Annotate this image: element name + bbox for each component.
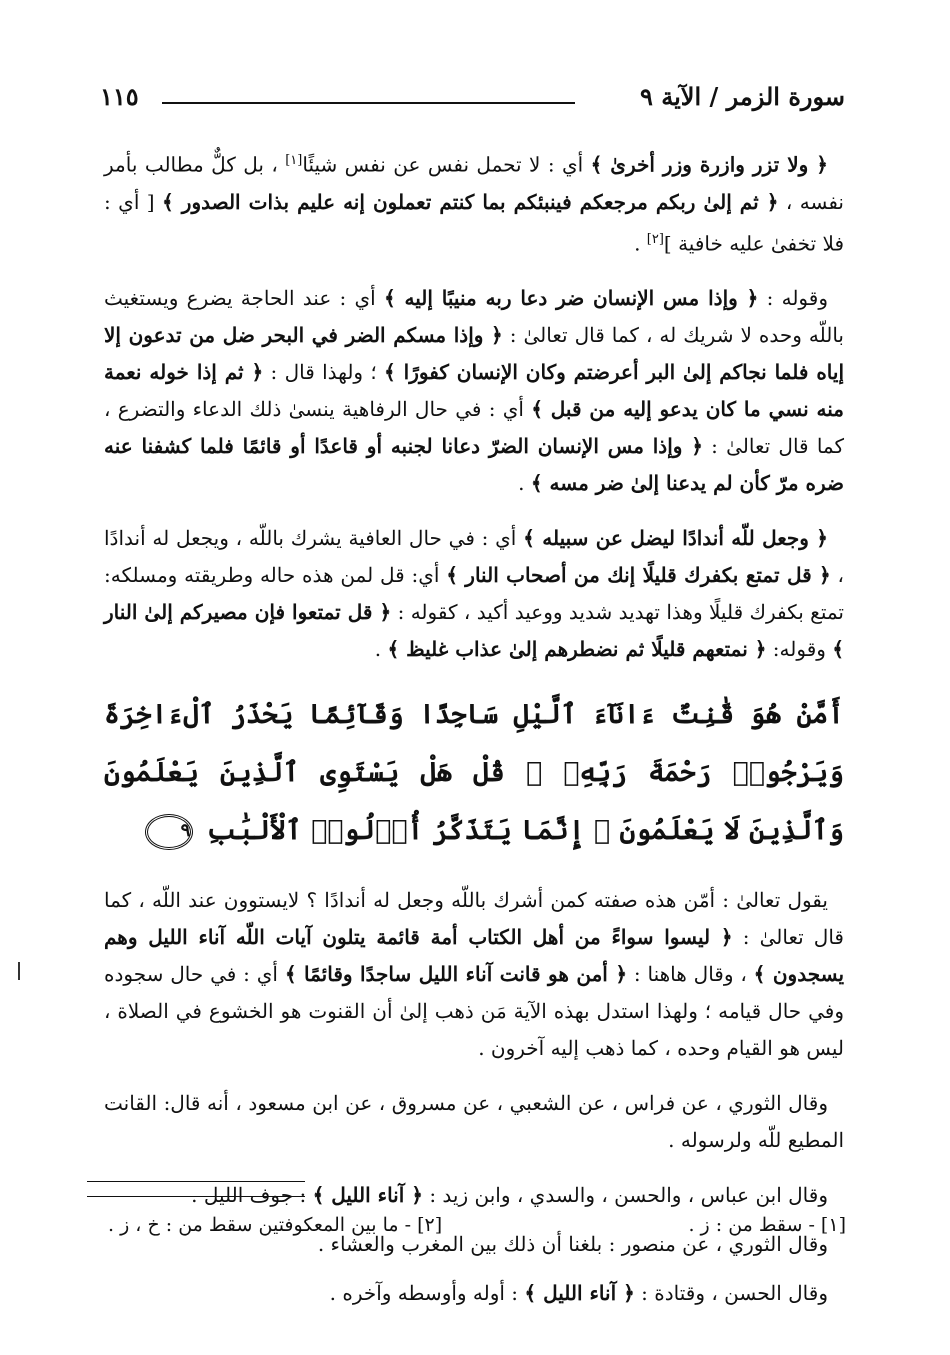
commentary-text: : جوف الليل .	[191, 1183, 313, 1208]
header-rule	[162, 102, 575, 104]
commentary-text: وقال الثوري ، عن فراس ، عن الشعبي ، عن مسروق ، عن ابن مسعود ، أنه قال: القانت المطيع للّه ولرسوله .	[104, 1091, 844, 1153]
commentary-text: يقول تعالىٰ : أمّن هذه صفته كمن أشرك باللّه وجعل له أندادًا ؟ لايستوون عند اللّه ، كما قال تعالىٰ :	[104, 888, 844, 950]
commentary-text: ، بل كلٌّ مطالب بأمر نفسه ،	[104, 152, 844, 214]
footnote-2: [٢] - ما بين المعكوفتين سقط من : خ ، ز .	[108, 1214, 443, 1236]
page-body	[104, 142, 844, 1324]
paragraph-1	[104, 142, 844, 262]
quran-quote: ﴿ ليسوا سواءً من أهل الكتاب أمة قائمة يتلون آيات اللّه آناء الليل وهم يسجدون ﴾	[104, 925, 845, 987]
commentary-text: وقوله:	[766, 637, 833, 662]
footnote-1: [١] - سقط من : ز .	[688, 1214, 846, 1236]
quran-quote: ﴿ ثم إلىٰ ربكم مرجعكم فينبئكم بما كنتم تعملون إنه عليم بذات الصدور ﴾	[162, 189, 779, 214]
quran-quote: ﴿ ثم إذا خوله نعمة منه نسي ما كان يدعو إليه من قبل ﴾	[104, 360, 844, 422]
paragraph-2	[104, 280, 844, 502]
commentary-text: وقوله :	[758, 286, 828, 311]
paragraph-8	[104, 1275, 844, 1312]
quran-quote: ﴿ آناء الليل ﴾	[312, 1183, 423, 1208]
commentary-text: ، وقال هاهنا :	[627, 962, 754, 987]
commentary-text: : أوله وأوسطه وآخره .	[329, 1281, 525, 1306]
quran-quote: ﴿ وإذا مس الإنسان الضرّ دعانا لجنبه أو قاعدًا أو قائمًا فلما كشفنا عنه ضره مرّ كأن لم يدعنا إلىٰ ضر مسه ﴾	[104, 434, 844, 496]
quran-quote: ﴿ نمتعهم قليلًا ثم نضطرهم إلىٰ عذاب غليظ ﴾	[387, 637, 767, 662]
paragraph-4	[104, 882, 844, 1067]
commentary-text: ؛ ولهذا قال :	[263, 360, 385, 385]
commentary-text: وقال ابن عباس ، والحسن ، والسدي ، وابن زيد :	[422, 1183, 828, 1208]
quran-quote: ﴿ قل تمتعوا فإن مصيركم إلىٰ النار ﴾	[104, 600, 844, 662]
footnote-divider	[87, 1181, 305, 1182]
verse-number-medallion: ٩	[145, 814, 193, 850]
quran-quote: ﴿ وإذا مس الإنسان ضر دعا ربه منيبًا إليه ﴾	[383, 286, 759, 311]
quran-verse	[104, 686, 844, 860]
verse-text: أَمَّنْ هُوَ قَٰنِتٌ ءَانَآءَ ٱلَّيْلِ سَاجِدًا وَقَآئِمًا يَحْذَرُ ٱلْءَاخِرَةَ وَيَرْجُوا۟ رَحْمَةَ رَبِّهِۦ ۗ قُلْ هَلْ يَسْتَوِى ٱلَّذِينَ يَعْلَمُونَ وَٱلَّذِينَ لَا يَعْلَمُونَ ۗ إِنَّمَا يَتَذَكَّرُ أُو۟لُوا۟ ٱلْأَلْبَٰبِ	[104, 699, 844, 847]
commentary-text: أي : لا تحمل نفس عن نفس شيئًا	[302, 152, 591, 177]
paragraph-3	[104, 520, 844, 668]
quran-quote: ﴿ وجعل للّه أندادًا ليضل عن سبيله ﴾	[523, 526, 828, 551]
quran-quote: ﴿ ولا تزر وازرة وزر أخرىٰ ﴾	[590, 152, 828, 177]
commentary-text: .	[518, 471, 531, 496]
commentary-text: وقال الحسن ، وقتادة :	[634, 1281, 828, 1306]
paragraph-5	[104, 1085, 844, 1159]
footnote-ref-1: [١]	[285, 153, 303, 168]
commentary-text: [ أي : فلا تخفىٰ عليه خافية ]	[104, 189, 844, 256]
commentary-text: أي : عند الحاجة يضرع ويستغيث باللّه وحده لا شريك له ، كما قال تعالىٰ :	[104, 286, 844, 348]
commentary-text: أي : في حال العافية يشرك باللّه ، ويجعل له أندادًا ،	[104, 526, 845, 588]
commentary-text: أي: قل لمن هذه حاله وطريقته ومسلكه: تمتع بكفرك قليلًا وهذا تهديد شديد ووعيد أكيد ، كقوله :	[104, 563, 844, 625]
quran-quote: ﴿ قل تمتع بكفرك قليلًا إنك من أصحاب النار ﴾	[446, 563, 831, 588]
page-number: ١١٥	[100, 82, 139, 111]
commentary-text: أي : في حال الرفاهية ينسىٰ ذلك الدعاء والتضرع ، كما قال تعالىٰ :	[104, 397, 844, 459]
commentary-text: .	[374, 637, 388, 662]
quran-quote: ﴿ آناء الليل ﴾	[524, 1281, 635, 1306]
scan-margin-mark	[18, 962, 20, 980]
quran-quote: ﴿ وإذا مسكم الضر في البحر ضل من تدعون إلا إياه فلما نجاكم إلىٰ البر أعرضتم وكان الإنسان كفورًا ﴾	[104, 323, 845, 385]
footnotes	[108, 1214, 846, 1244]
footnote-divider-thin	[87, 1196, 305, 1197]
footnote-ref-2: [٢]	[646, 231, 664, 247]
commentary-text: .	[634, 231, 647, 256]
commentary-text: وقال الثوري ، عن منصور : بلغنا أن ذلك بين المغرب والعشاء .	[317, 1232, 828, 1257]
page-header	[100, 82, 845, 122]
quran-quote: ﴿ أمن هو قانت آناء الليل ساجدًا وقائمًا ﴾	[284, 962, 628, 987]
running-title: سورة الزمر / الآية ٩	[640, 82, 845, 111]
commentary-text: أي : في حال سجوده وفي حال قيامه ؛ ولهذا استدل بهذه الآية مَن ذهب إلىٰ أن القنوت هو الخشوع في الصلاة ، ليس هو القيام وحده ، كما ذهب إليه آخرون .	[104, 962, 844, 1061]
